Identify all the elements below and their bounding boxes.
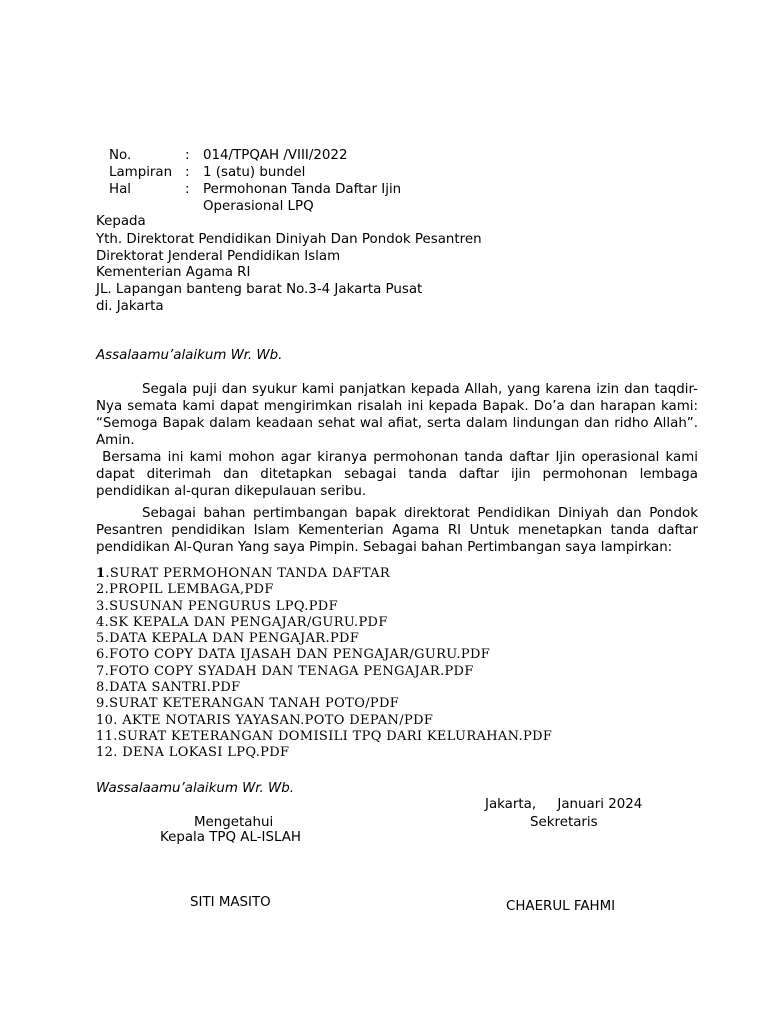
list-item-text: .DATA SANTRI.PDF [104,680,241,696]
recipient-kepada: Kepada [96,214,146,229]
list-item-text: .SURAT PERMOHONAN TANDA DAFTAR [105,566,391,581]
right-signatory-name: CHAERUL FAHMI [506,899,616,914]
list-item [96,664,552,680]
list-item [96,599,552,615]
paragraph-line-text: Sebagai bahan pertimbangan bapak direktorat Pendidikan Diniyah dan Pondok [142,506,698,521]
paragraph-line-text: “Semoga Bapak dalam keadaan sehat wal afiat, serta dalam lindungan dan ridho Allah”. [96,416,698,431]
recipient-line: di. Jakarta [96,299,164,314]
list-item-number: 9 [96,696,105,712]
list-item [96,615,552,631]
paragraph-line-text: dapat diterimah dan ditetapkan sebagai tanda daftar ijin permohonan lembaga [96,467,698,482]
list-item [96,745,552,761]
greeting: Assalaamu’alaikum Wr. Wb. [96,348,283,363]
list-item-text: .FOTO COPY DATA IJASAH DAN PENGAJAR/GURU.PDF [104,647,491,663]
list-item-number: 8 [96,680,105,696]
list-item [96,729,552,745]
left-signatory-title: Mengetahui [194,815,274,830]
list-item-text: .SURAT KETERANGAN DOMISILI TPQ DARI KELURAHAN.PDF [113,728,553,744]
left-signatory-name: SITI MASITO [190,895,271,910]
list-item [96,631,552,647]
list-item [96,566,552,582]
recipient-line: JL. Lapangan banteng barat No.3-4 Jakarta Pusat [96,282,423,297]
paragraph-line: Amin. [96,433,135,448]
meta-lampiran-row [109,164,305,181]
list-item-text: .SURAT KETERANGAN TANAH POTO/PDF [104,696,400,712]
meta-hal-row [109,181,401,198]
list-item-number: 2 [96,582,105,598]
recipient-line: Kementerian Agama RI [96,265,251,280]
list-item [96,680,552,696]
meta-hal-label: Hal [109,182,131,197]
list-item-text: . DENA LOKASI LPQ.PDF [113,745,290,761]
list-item-number: 10 [96,712,114,728]
recipient-line: Direktorat Jenderal Pendidikan Islam [96,249,341,264]
meta-lampiran-value: 1 (satu) bundel [203,165,306,180]
closing: Wassalaamu’alaikum Wr. Wb. [96,781,294,796]
list-item-text: . AKTE NOTARIS YAYASAN.POTO DEPAN/PDF [113,712,434,728]
list-item-number: 4 [96,614,105,630]
left-signatory-position: Kepala TPQ AL-ISLAH [160,830,301,845]
paragraph-line [96,466,698,483]
recipient-line: Yth. Direktorat Pendidikan Diniyah Dan Pondok Pesantren [96,232,482,247]
meta-hal-value-cont: Operasional LPQ [203,199,314,214]
paragraph-line-text: Nya semata kami dapat mengirimkan risalah ini kepada Bapak. Do’a dan harapan kami: [96,399,698,414]
body-paragraph-1 [96,381,698,449]
list-item-text: .SK KEPALA DAN PENGAJAR/GURU.PDF [104,614,388,630]
paragraph-line-text: Segala puji dan syukur kami panjatkan kepada Allah, yang karena izin dan taqdir- [142,382,698,397]
paragraph-line [96,522,698,539]
list-item [96,582,552,598]
place-date: Jakarta, Januari 2024 [485,797,643,812]
paragraph-line [96,505,698,522]
meta-colon: : [185,148,190,163]
paragraph-line [96,398,698,415]
list-item-number: 5 [96,631,105,647]
paragraph-line: pendidikan al-quran dikepulauan seribu. [96,484,367,499]
meta-colon: : [185,182,190,197]
list-item-number: 1 [96,566,106,581]
paragraph-line [96,449,698,466]
paragraph-line [96,415,698,432]
paragraph-line: pendidikan Al-Quran Yang saya Pimpin. Sebagai bahan Pertimbangan saya lampirkan: [96,540,673,555]
meta-no-row [109,147,347,164]
list-item [96,696,552,712]
paragraph-line-text: Pesantren pendidikan Islam Kementerian Agama RI Untuk menetapkan tanda daftar [96,523,698,538]
list-item-number: 11 [96,728,114,744]
meta-hal-value: Permohonan Tanda Daftar Ijin [203,182,402,197]
body-paragraph-2 [96,449,698,500]
body-paragraph-3 [96,505,698,556]
list-item-text: .FOTO COPY SYADAH DAN TENAGA PENGAJAR.PDF [104,663,474,679]
list-item [96,647,552,663]
meta-lampiran-label: Lampiran [109,165,173,180]
list-item-number: 3 [96,598,105,614]
list-item-text: .PROPIL LEMBAGA,PDF [104,582,274,598]
paragraph-line [96,381,698,398]
meta-colon: : [185,165,190,180]
right-signatory-title: Sekretaris [530,815,598,830]
list-item-number: 7 [96,663,105,679]
list-item-number: 6 [96,647,105,663]
meta-no-value: 014/TPQAH /VIII/2022 [203,148,348,163]
list-item-text: .SUSUNAN PENGURUS LPQ.PDF [104,598,338,614]
attachment-list [96,566,552,762]
list-item [96,713,552,729]
list-item-number: 12 [96,745,114,761]
meta-no-label: No. [109,148,132,163]
paragraph-line-text: Bersama ini kami mohon agar kiranya permohonan tanda daftar Ijin operasional kami [96,450,698,465]
list-item-text: .DATA KEPALA DAN PENGAJAR.PDF [104,631,360,647]
